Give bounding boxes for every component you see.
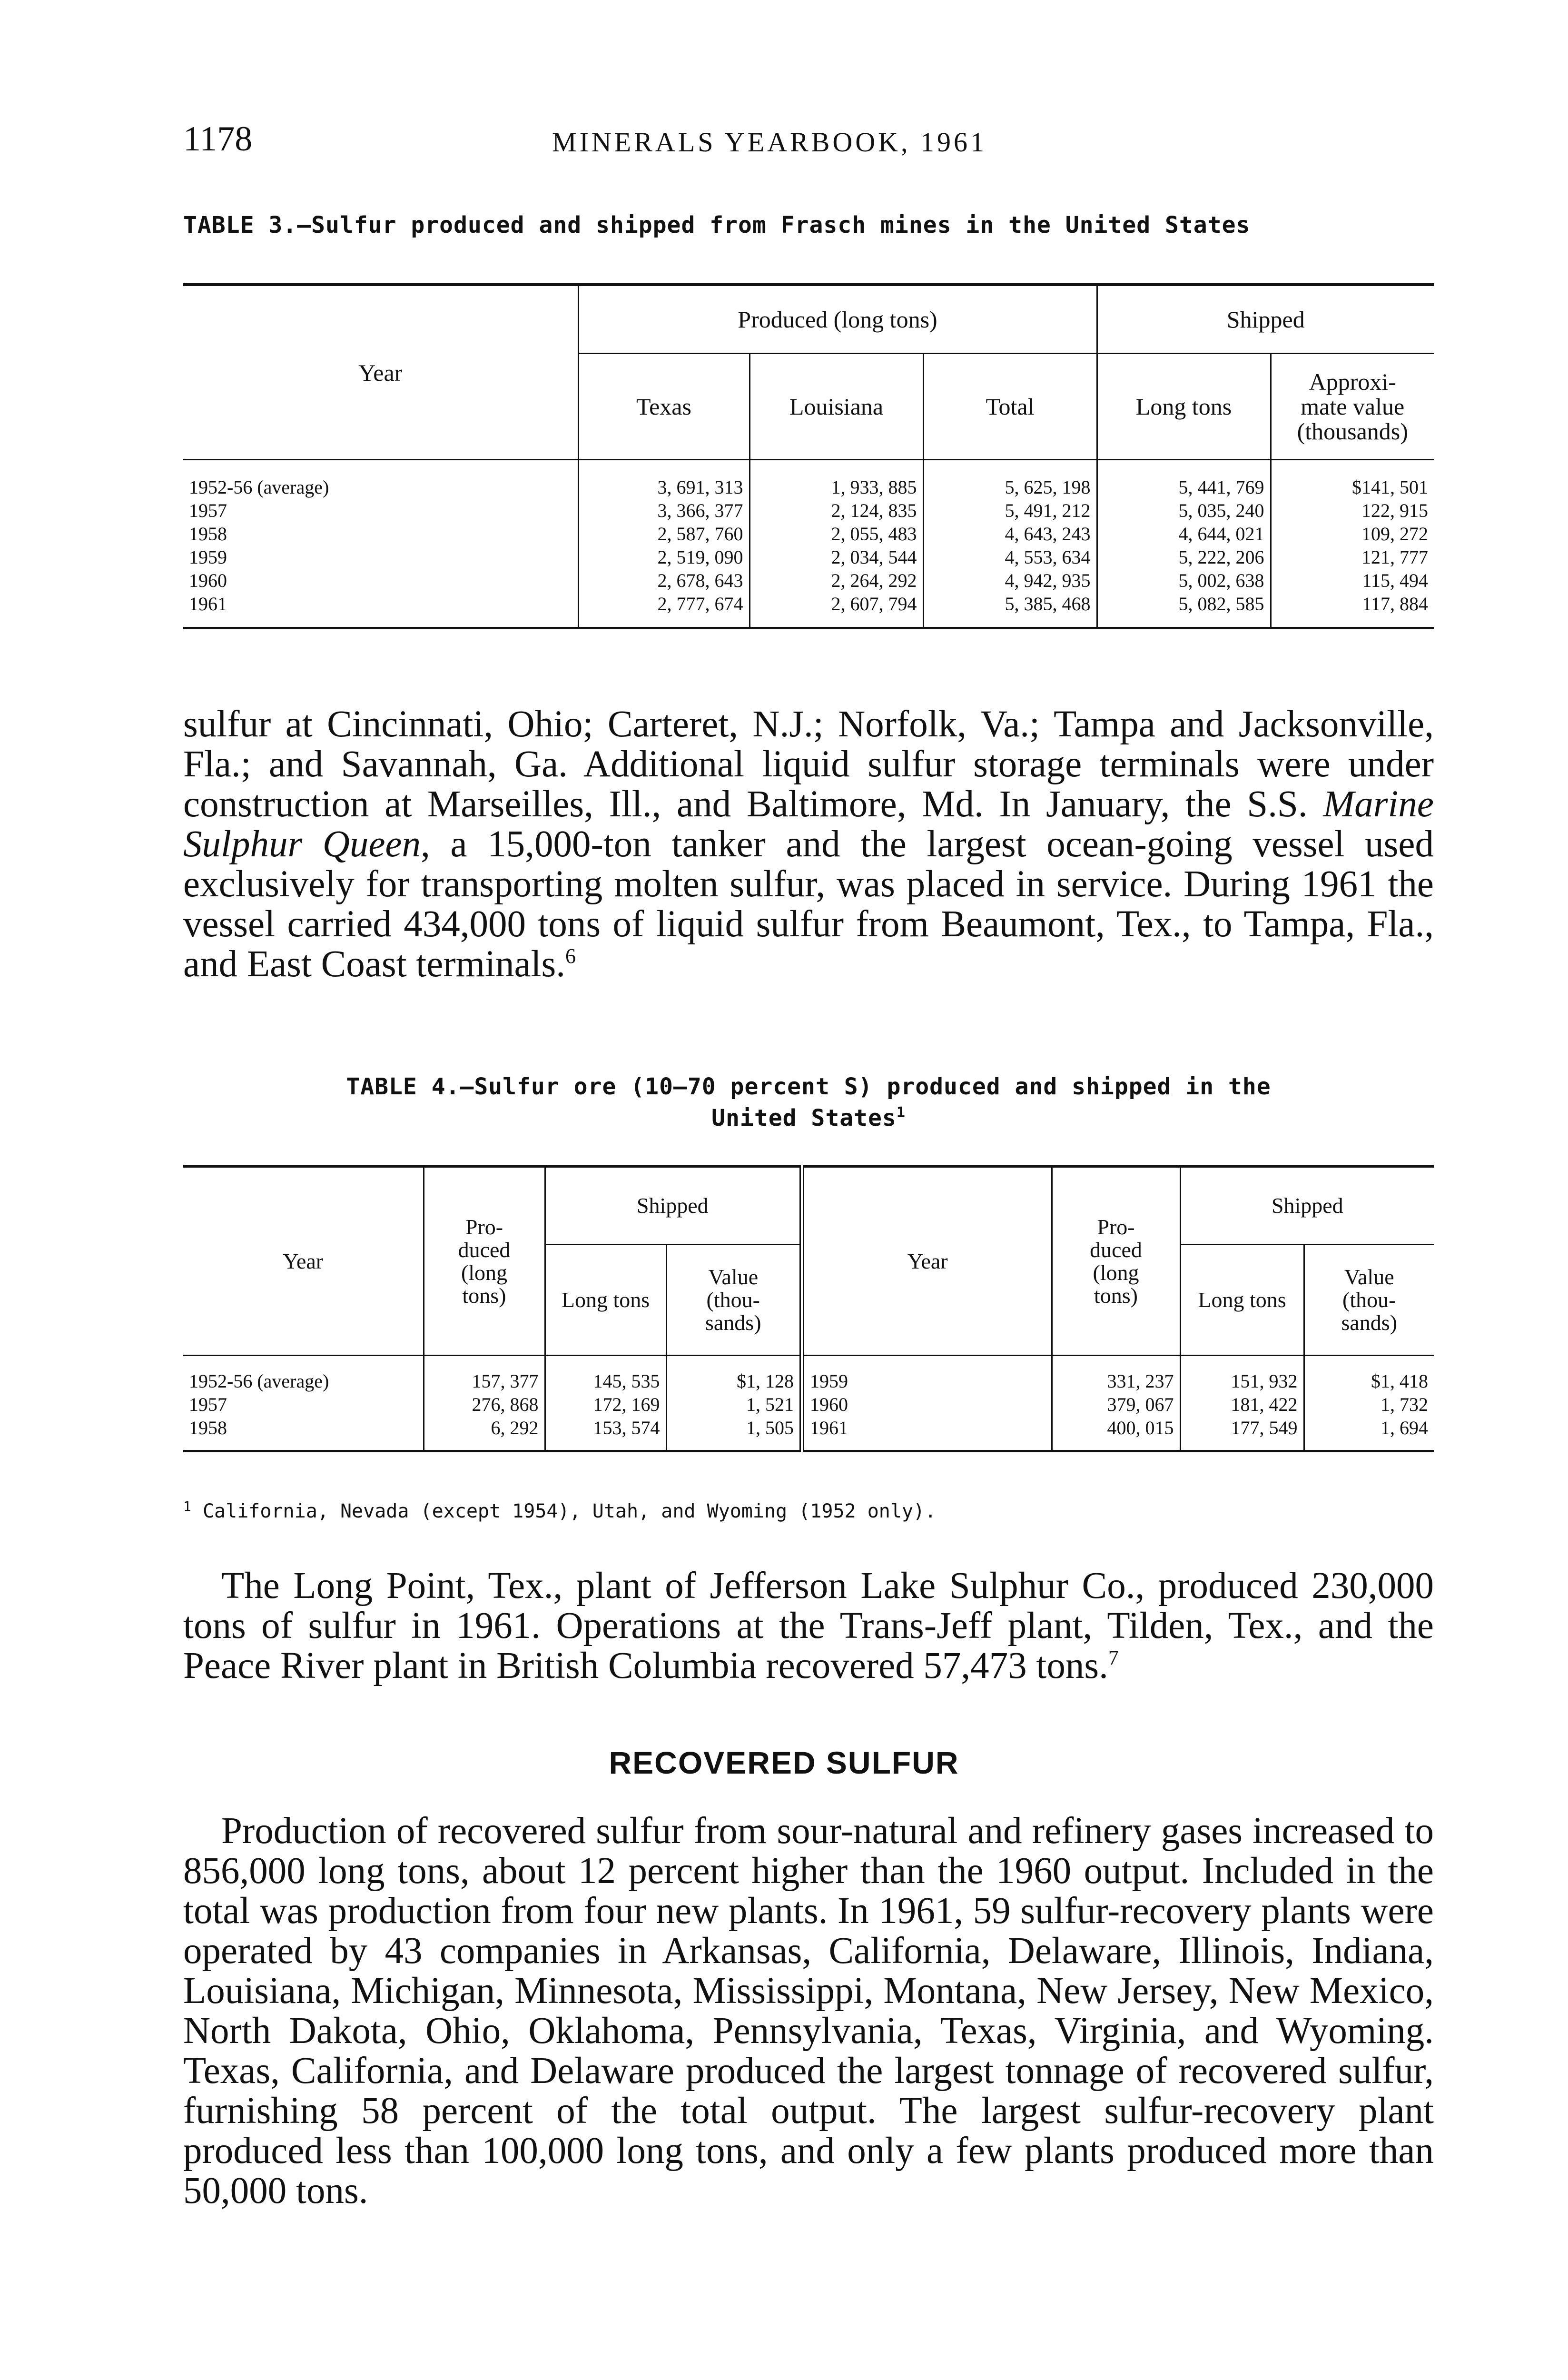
table4-value: 1, 505 <box>666 1415 802 1451</box>
table3-long-tons: 5, 222, 206 <box>1097 545 1271 568</box>
paragraph-text: The Long Point, Tex., plant of Jefferson Lake Sulphur Co., produced 230,000 tons of sulfur in 1961. Operations at the Trans-Jeff plant, Tilden, Tex., and the Peace River plant in British Columbia recovered 57,473 tons. <box>183 1565 1434 1686</box>
table4 <box>183 1165 1434 1452</box>
table3-value: $141, 501 <box>1352 476 1428 498</box>
table-row <box>183 498 1434 521</box>
table-row <box>183 568 1434 591</box>
table-row <box>183 1392 1434 1415</box>
table3-louisiana: 2, 055, 483 <box>749 521 923 545</box>
table3-year: 1959 <box>183 545 578 568</box>
footnote-marker: 1 <box>183 1498 191 1514</box>
footnote-ref: 7 <box>1108 1646 1119 1669</box>
table4-header-year: Year <box>183 1166 424 1356</box>
page-number: 1178 <box>183 119 253 159</box>
table4-value: 1, 694 <box>1381 1417 1428 1438</box>
table-row <box>183 591 1434 628</box>
table4-year: 1961 <box>802 1415 1052 1451</box>
table3-year: 1952-56 (average) <box>183 460 578 498</box>
table4-header-produced: Pro- duced (long tons) <box>424 1166 545 1356</box>
table4-header-value: Value (thou- sands) <box>1304 1245 1434 1356</box>
table4-year: 1957 <box>183 1392 424 1415</box>
table3-header-total: Total <box>923 354 1097 460</box>
table4-year: 1958 <box>183 1415 424 1451</box>
table-row <box>183 1356 1434 1392</box>
table3 <box>183 283 1434 629</box>
table-row <box>183 1415 1434 1451</box>
table4-produced: 6, 292 <box>424 1415 545 1451</box>
table3-header-year: Year <box>183 285 578 460</box>
table4-footnote <box>183 1499 1434 1523</box>
table3-year: 1961 <box>183 591 578 628</box>
table3-year: 1957 <box>183 498 578 521</box>
paragraph-text: sulfur at Cincinnati, Ohio; Carteret, N.J.; Norfolk, Va.; Tampa and Jacksonville, Fla.; and Savannah, Ga. Additional liquid sulfur storage terminals were under construction at Marseilles, Ill., and Baltimore, Md. In January, the S.S. <box>183 704 1434 825</box>
table4-produced: 400, 015 <box>1052 1415 1180 1451</box>
table4-value: $1, 128 <box>666 1356 802 1392</box>
table4-produced: 276, 868 <box>424 1392 545 1415</box>
table3-louisiana: 2, 124, 835 <box>749 498 923 521</box>
table3-header-louisiana: Louisiana <box>749 354 923 460</box>
table3-header-texas: Texas <box>578 354 749 460</box>
table3-texas: 3, 366, 377 <box>578 498 749 521</box>
table4-produced: 379, 067 <box>1052 1392 1180 1415</box>
table3-texas: 2, 678, 643 <box>578 568 749 591</box>
table4-header-value: Value (thou- sands) <box>666 1245 802 1356</box>
table4-year: 1952-56 (average) <box>183 1356 424 1392</box>
table4-long-tons: 153, 574 <box>545 1415 666 1451</box>
table4-caption-line1: TABLE 4.—Sulfur ore (10–70 percent S) produced and shipped in the <box>346 1073 1271 1100</box>
table3-header-shipped: Shipped <box>1097 285 1434 354</box>
table3-long-tons: 5, 035, 240 <box>1097 498 1271 521</box>
table3-louisiana: 2, 264, 292 <box>749 568 923 591</box>
table4-value: 1, 521 <box>666 1392 802 1415</box>
ship-name: Marine Sulphur Queen <box>183 783 1434 865</box>
table3-long-tons: 5, 082, 585 <box>1097 591 1271 628</box>
body-paragraph-2 <box>183 1566 1434 1686</box>
body-paragraph-3 <box>183 1811 1434 2211</box>
table3-year: 1958 <box>183 521 578 545</box>
table4-value: $1, 418 <box>1371 1370 1428 1392</box>
table3-texas: 2, 519, 090 <box>578 545 749 568</box>
table4-caption <box>183 1071 1434 1134</box>
table3-total: 5, 625, 198 <box>923 460 1097 498</box>
table4-long-tons: 172, 169 <box>545 1392 666 1415</box>
table4-produced: 157, 377 <box>424 1356 545 1392</box>
table3-header-produced: Produced (long tons) <box>578 285 1097 354</box>
running-title: MINERALS YEARBOOK, 1961 <box>552 127 987 158</box>
table4-year: 1959 <box>802 1356 1052 1392</box>
table3-total: 5, 491, 212 <box>923 498 1097 521</box>
table3-year: 1960 <box>183 568 578 591</box>
table3-header-value: Approxi- mate value (thousands) <box>1271 354 1434 460</box>
table4-value: 1, 732 <box>1381 1394 1428 1415</box>
table4-long-tons: 145, 535 <box>545 1356 666 1392</box>
table4-header-produced: Pro- duced (long tons) <box>1052 1166 1180 1356</box>
table-row <box>183 460 1434 498</box>
paragraph-text: Production of recovered sulfur from sour-natural and refinery gases increased to 856,000 long tons, about 12 percent higher than the 1960 output. Included in the total was production from four new plants. In 1961, 59 sulfur-recovery plants were operated by 43 companies in Arkansas, California, Delaware, Illinois, Indiana, Louisiana, Michigan, Minnesota, Mississippi, Montana, New Jersey, New Mexico, North Dakota, Ohio, Oklahoma, Pennsylvania, Texas, Virginia, and Wyoming. Texas, California, and Delaware produced the largest tonnage of recovered sulfur, furnishing 58 percent of the total output. The largest sulfur-recovery plant produced less than 100,000 long tons, and only a few plants produced more than 50,000 tons. <box>183 1810 1434 2211</box>
table3-long-tons: 5, 441, 769 <box>1097 460 1271 498</box>
table3-total: 4, 942, 935 <box>923 568 1097 591</box>
footnote-text: California, Nevada (except 1954), Utah, and Wyoming (1952 only). <box>202 1500 937 1522</box>
table3-louisiana: 2, 034, 544 <box>749 545 923 568</box>
footnote-ref: 1 <box>896 1104 906 1121</box>
table3-value: 109, 272 <box>1361 523 1428 545</box>
table3-total: 5, 385, 468 <box>923 591 1097 628</box>
footnote-ref: 6 <box>565 944 576 968</box>
table4-header-year: Year <box>802 1166 1052 1356</box>
table4-header-long-tons: Long tons <box>545 1245 666 1356</box>
table4-caption-line2: United States <box>711 1105 897 1131</box>
table-row <box>183 545 1434 568</box>
table4-long-tons: 177, 549 <box>1180 1415 1304 1451</box>
table3-total: 4, 553, 634 <box>923 545 1097 568</box>
table3-value: 121, 777 <box>1361 546 1428 568</box>
body-paragraph-1 <box>183 704 1434 984</box>
table3-value: 115, 494 <box>1362 570 1428 591</box>
table3-louisiana: 2, 607, 794 <box>749 591 923 628</box>
table4-header-shipped: Shipped <box>1180 1166 1434 1245</box>
table3-total: 4, 643, 243 <box>923 521 1097 545</box>
table3-louisiana: 1, 933, 885 <box>749 460 923 498</box>
section-heading: RECOVERED SULFUR <box>609 1745 959 1780</box>
table3-texas: 2, 587, 760 <box>578 521 749 545</box>
table4-long-tons: 151, 932 <box>1180 1356 1304 1392</box>
table4-produced: 331, 237 <box>1052 1356 1180 1392</box>
table3-value: 117, 884 <box>1362 593 1428 615</box>
table4-long-tons: 181, 422 <box>1180 1392 1304 1415</box>
table3-caption: TABLE 3.—Sulfur produced and shipped from Frasch mines in the United States <box>183 212 1251 238</box>
table3-texas: 3, 691, 313 <box>578 460 749 498</box>
table3-value: 122, 915 <box>1361 500 1428 521</box>
paragraph-text: , a 15,000-ton tanker and the largest ocean-going vessel used exclusively for transporting molten sulfur, was placed in service. During 1961 the vessel carried 434,000 tons of liquid sulfur from Beaumont, Tex., to Tampa, Fla., and East Coast terminals. <box>183 823 1434 985</box>
table3-texas: 2, 777, 674 <box>578 591 749 628</box>
table4-header-shipped: Shipped <box>545 1166 802 1245</box>
table-row <box>183 521 1434 545</box>
table4-header-long-tons: Long tons <box>1180 1245 1304 1356</box>
table3-long-tons: 4, 644, 021 <box>1097 521 1271 545</box>
table3-long-tons: 5, 002, 638 <box>1097 568 1271 591</box>
table4-year: 1960 <box>802 1392 1052 1415</box>
table3-header-long-tons: Long tons <box>1097 354 1271 460</box>
